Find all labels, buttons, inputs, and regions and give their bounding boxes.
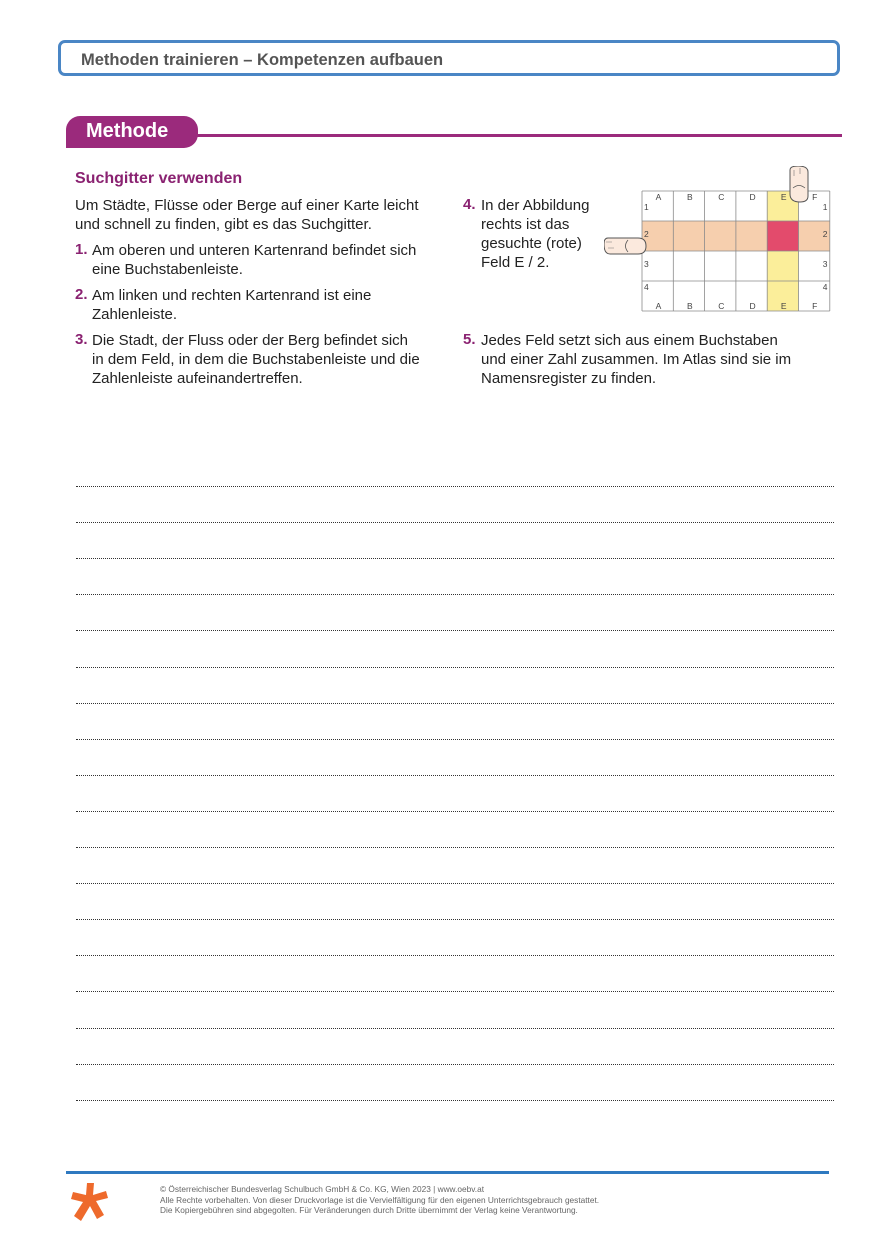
column-label-top: F xyxy=(812,192,818,202)
methode-tab xyxy=(66,116,198,148)
column-label-bottom: F xyxy=(812,301,818,311)
step-text xyxy=(92,286,371,324)
step-number: 4. xyxy=(463,196,476,213)
step-text xyxy=(92,241,416,279)
text-line: Jedes Feld setzt sich aus einem Buchstaben xyxy=(481,332,778,349)
finger-top-icon xyxy=(790,166,808,202)
footer-line: Alle Rechte vorbehalten. Von dieser Druckvorlage ist die Vervielfältigung für den eigenen Unterrichtsgebrauch gestattet. xyxy=(160,1194,600,1205)
writing-line xyxy=(76,775,834,776)
row-label-right: 3 xyxy=(822,259,828,269)
writing-line xyxy=(76,955,834,956)
intro-paragraph xyxy=(75,196,419,234)
text-line: Um Städte, Flüsse oder Berge auf einer Karte leicht xyxy=(75,197,419,214)
search-grid-illustration xyxy=(604,166,836,312)
step-number: 2. xyxy=(75,286,88,303)
text-line: Zahlenleiste aufeinandertreffen. xyxy=(92,370,303,387)
finger-left-icon xyxy=(604,238,646,254)
writing-line xyxy=(76,594,834,595)
column-label-bottom: E xyxy=(780,301,787,311)
writing-line xyxy=(76,991,834,992)
writing-line xyxy=(76,847,834,848)
page-title: Methoden trainieren – Kompetenzen aufbauen xyxy=(81,51,444,69)
text-line: Feld E / 2. xyxy=(481,254,550,271)
writing-line xyxy=(76,630,834,631)
column-label-top: E xyxy=(780,192,787,202)
text-line: rechts ist das xyxy=(481,216,570,233)
writing-line xyxy=(76,1028,834,1029)
text-line: eine Buchstabenleiste. xyxy=(92,261,243,278)
methode-label: Methode xyxy=(86,120,169,142)
column-label-bottom: D xyxy=(749,301,756,311)
writing-line xyxy=(76,667,834,668)
column-label-top: D xyxy=(749,192,756,202)
writing-line xyxy=(76,1064,834,1065)
footer-line: © Österreichischer Bundesverlag Schulbuch GmbH & Co. KG, Wien 2023 | www.oebv.at xyxy=(160,1184,484,1194)
step-text xyxy=(481,331,791,388)
text-line: und schnell zu finden, gibt es das Suchgitter. xyxy=(75,216,372,233)
writing-line xyxy=(76,486,834,487)
step-text xyxy=(481,196,589,272)
step-number: 5. xyxy=(463,331,476,348)
writing-line xyxy=(76,1100,834,1101)
text-line: Zahlenleiste. xyxy=(92,306,178,323)
header-box xyxy=(58,40,840,76)
footer-copyright xyxy=(160,1184,599,1216)
row-label-left: 2 xyxy=(644,229,649,239)
text-line: gesuchte (rote) xyxy=(481,235,582,252)
row-label-left: 3 xyxy=(644,259,649,269)
column-label-bottom: C xyxy=(718,301,725,311)
column-label-top: C xyxy=(718,192,725,202)
target-cell xyxy=(767,221,798,251)
text-line: in dem Feld, in dem die Buchstabenleiste und die xyxy=(92,351,420,368)
column-label-top: A xyxy=(655,192,662,202)
text-line: Namensregister zu finden. xyxy=(481,370,657,387)
step-text xyxy=(92,331,420,388)
writing-line xyxy=(76,703,834,704)
footer-rule xyxy=(66,1171,829,1174)
step-number: 3. xyxy=(75,331,88,348)
row-label-left: 1 xyxy=(644,202,649,212)
footer-line: Die Kopiergebühren sind abgegolten. Für Veränderungen durch Dritte übernimmt der Verlag keine Verantwortung. xyxy=(160,1205,578,1215)
row-label-left: 4 xyxy=(644,282,649,292)
writing-line xyxy=(76,522,834,523)
writing-line xyxy=(76,739,834,740)
section-heading: Suchgitter verwenden xyxy=(75,170,243,187)
column-label-top: B xyxy=(686,192,693,202)
row-label-right: 1 xyxy=(822,202,828,212)
column-label-bottom: B xyxy=(686,301,693,311)
writing-line xyxy=(76,919,834,920)
text-line: und einer Zahl zusammen. Im Atlas sind sie im xyxy=(481,351,792,368)
writing-line xyxy=(76,883,834,884)
row-label-right: 2 xyxy=(822,229,828,239)
text-line: Die Stadt, der Fluss oder der Berg befindet sich xyxy=(92,332,408,349)
column-label-bottom: A xyxy=(655,301,662,311)
text-line: In der Abbildung xyxy=(481,197,590,214)
text-line: Am linken und rechten Kartenrand ist eine xyxy=(92,287,372,304)
writing-line xyxy=(76,811,834,812)
publisher-logo-icon xyxy=(70,1181,110,1223)
methode-rule xyxy=(190,134,842,137)
writing-line xyxy=(76,558,834,559)
text-line: Am oberen und unteren Kartenrand befindet sich xyxy=(92,242,417,259)
row-label-right: 4 xyxy=(822,282,828,292)
step-number: 1. xyxy=(75,241,88,258)
